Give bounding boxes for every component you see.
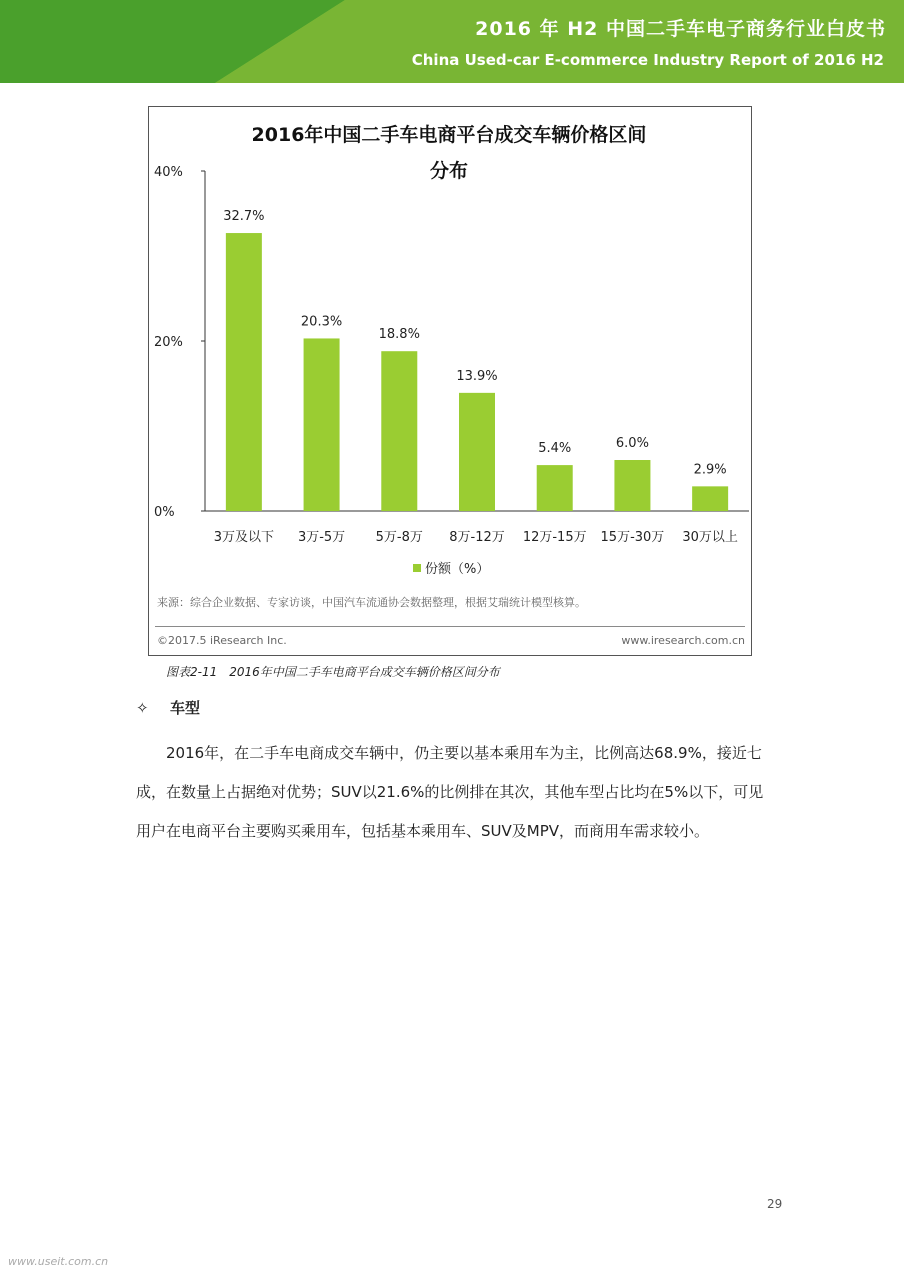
bar — [537, 465, 573, 511]
chart-figure — [148, 106, 752, 656]
y-tick-label: 0% — [154, 505, 175, 520]
header-banner-shapes — [0, 0, 904, 83]
bar-value-label: 18.8% — [378, 327, 420, 343]
bar-value-label: 2.9% — [693, 462, 727, 478]
figure-caption: 图表2-11 2016年中国二手车电商平台成交车辆价格区间分布 — [166, 665, 500, 679]
bar — [692, 486, 728, 511]
bar — [381, 351, 417, 511]
chart-title-line-2: 分布 — [429, 160, 469, 182]
watermark: www.useit.com.cn — [8, 1255, 109, 1268]
bar-value-label: 6.0% — [615, 436, 649, 451]
chart-site-url: www.iresearch.com.cn — [621, 634, 745, 647]
bar-value-label: 13.9% — [456, 368, 498, 384]
section-heading — [136, 697, 200, 718]
bar-value-label: 32.7% — [223, 209, 265, 225]
report-header — [0, 0, 904, 83]
x-tick-label: 5万-8万 — [375, 530, 423, 545]
y-tick-label: 40% — [154, 165, 183, 180]
chart-copyright: ©2017.5 iResearch Inc. — [157, 634, 287, 647]
x-tick-label: 3万-5万 — [297, 530, 346, 545]
x-tick-label: 8万-12万 — [449, 530, 505, 545]
y-tick-label: 20% — [154, 335, 183, 350]
bar — [459, 393, 495, 511]
bar-chart — [149, 107, 751, 587]
legend-label: 份额（%） — [425, 562, 490, 577]
page-number: 29 — [767, 1197, 783, 1211]
x-tick-label: 12万-15万 — [522, 530, 587, 545]
section-heading-text: 车型 — [170, 699, 201, 717]
x-tick-label: 3万及以下 — [213, 530, 274, 545]
bar-value-label: 20.3% — [300, 314, 343, 330]
chart-source: 来源：综合企业数据、专家访谈，中国汽车流通协会数据整理，根据艾瑞统计模型核算。 — [157, 596, 586, 609]
chart-title-line-1: 2016年中国二手车电商平台成交车辆价格区间 — [251, 124, 647, 146]
x-tick-label: 30万以上 — [682, 530, 738, 545]
x-tick-label: 15万-30万 — [600, 530, 665, 545]
legend-swatch — [413, 564, 421, 572]
body-paragraph: 2016年，在二手车电商成交车辆中，仍主要以基本乘用车为主，比例高达68.9%，接近七成，在数量上占据绝对优势；SUV以21.6%的比例排在其次，其他车型占比均在5%以下，可见用户在电商平台主要购买乘用车，包括基本乘用车、SUV及MPV，而商用车需求较小。 — [136, 744, 764, 840]
header-subtitle: China Used-car E-commerce Industry Report of 2016 H2 — [411, 51, 884, 69]
bar-value-label: 5.4% — [538, 441, 572, 457]
header-title: 2016 年 H2 中国二手车电子商务行业白皮书 — [475, 18, 886, 40]
bar — [226, 233, 262, 511]
bar — [614, 460, 650, 511]
bar — [304, 338, 340, 511]
diamond-bullet-icon: ✧ — [136, 699, 149, 717]
chart-divider — [155, 626, 745, 627]
